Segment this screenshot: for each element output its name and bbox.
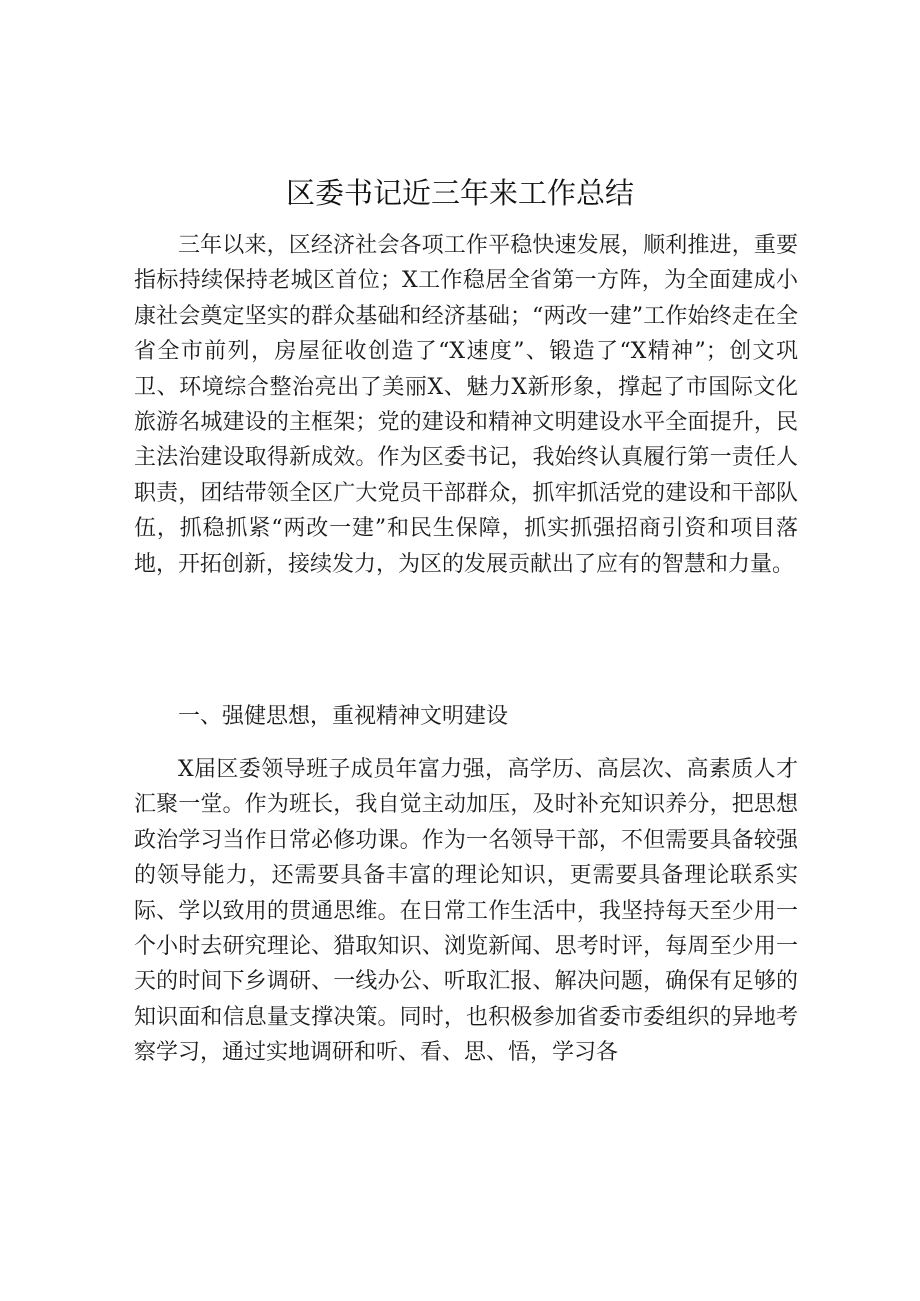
section-paragraph: X届区委领导班子成员年富力强，高学历、高层次、高素质人才汇聚一堂。作为班长，我自觉主动加压，及时补充知识养分，把思想政治学习当作日常必修功课。作为一名领导干部，不但需要具备较强的领导能力，还需要具备丰富的理论知识，更需要具备理论联系实际、学以致用的贯通思维。在日常工作生活中，我坚持每天至少用一个小时去研究理论、猎取知识、浏览新闻、思考时评，每周至少用一天的时间下乡调研、一线办公、听取汇报、解决问题，确保有足够的知识面和信息量支撑决策。同时，也积极参加省委市委组织的异地考察学习，通过实地调研和听、看、思、悟，学习各 [134,757,798,1066]
section-heading: 一、强健思想，重视精神文明建设 [178,704,509,729]
document-title: 区委书记近三年来工作总结 [285,176,634,210]
intro-paragraph: 三年以来，区经济社会各项工作平稳快速发展，顺利推进，重要指标持续保持老城区首位；X工作稳居全省第一方阵，为全面建成小康社会奠定坚实的群众基础和经济基础；“两改一建”工作始终走在全省全市前列，房屋征收创造了“X速度”、锻造了“X精神”；创文巩卫、环境综合整治亮出了美丽X、魅力X新形象，撑起了市国际文化旅游名城建设的主框架；党的建设和精神文明建设水平全面提升，民主法治建设取得新成效。作为区委书记，我始终认真履行第一责任人职责，团结带领全区广大党员干部群众，抓牢抓活党的建设和干部队伍，抓稳抓紧“两改一建”和民生保障，抓实抓强招商引资和项目落地，开拓创新，接续发力，为区的发展贡献出了应有的智慧和力量。 [134,233,798,577]
